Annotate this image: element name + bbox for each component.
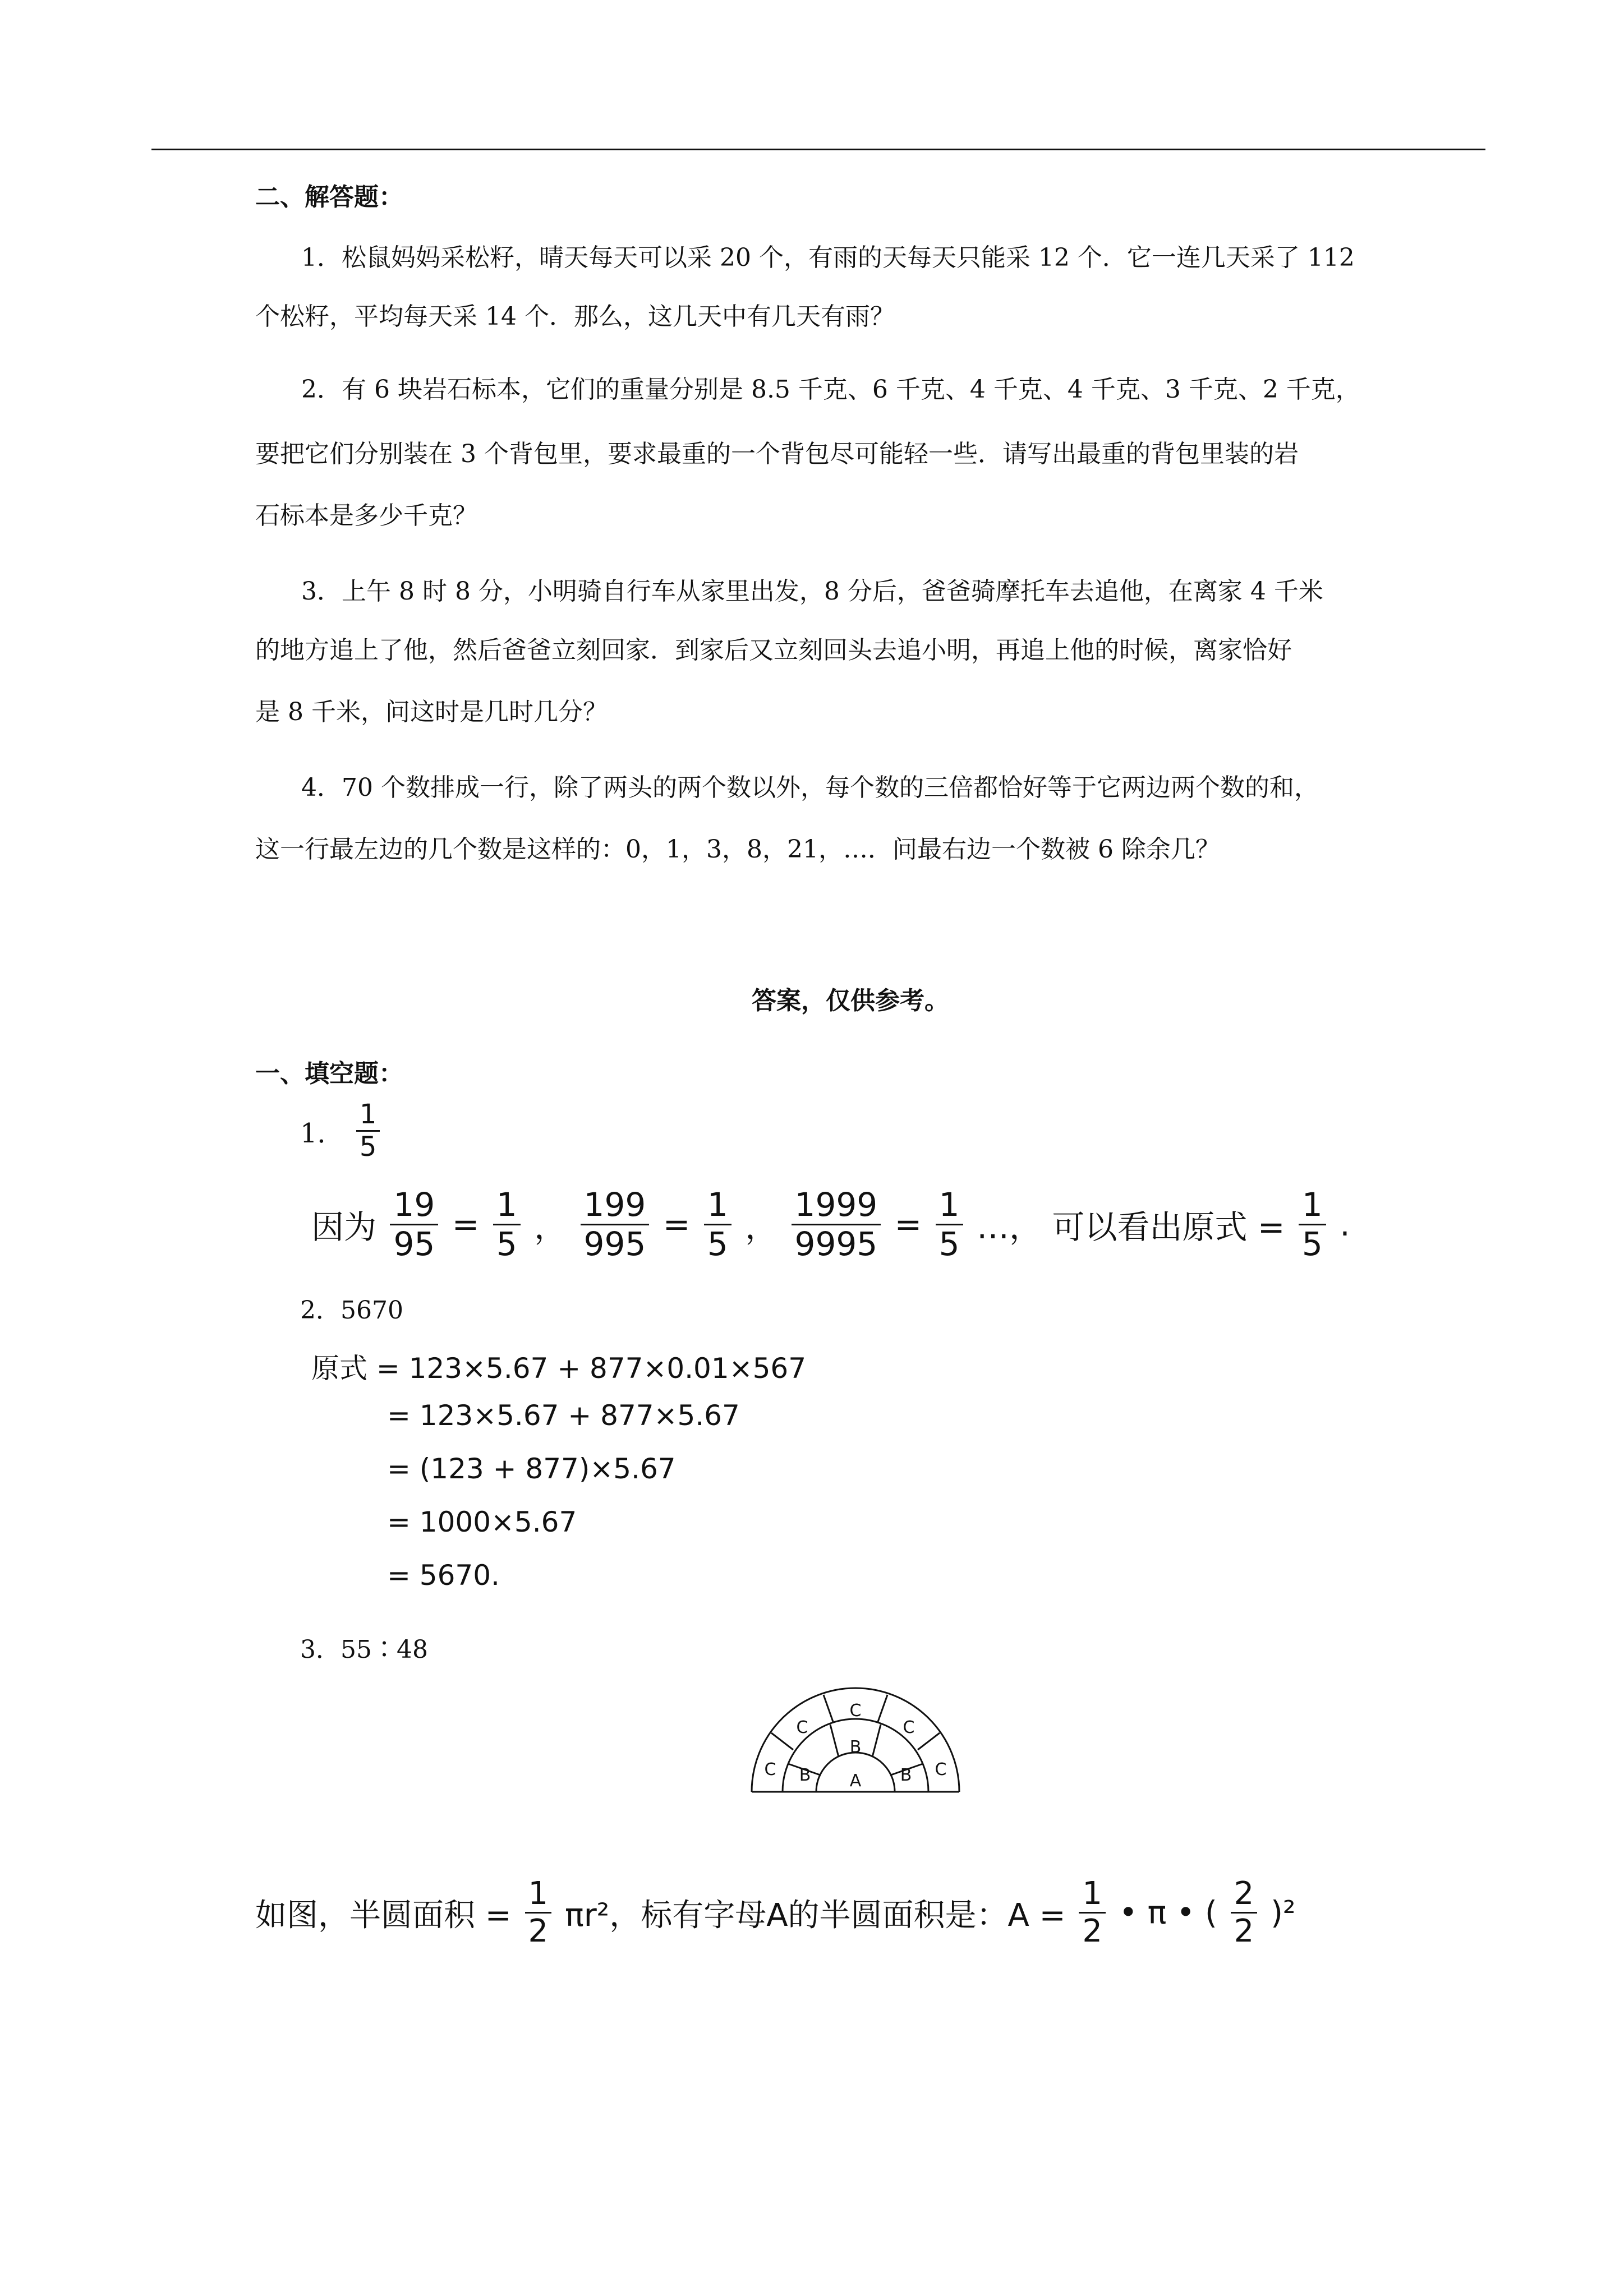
semicircle-diagram	[746, 1685, 965, 1797]
frac-num: 1	[493, 1186, 521, 1225]
frac-num: 1	[525, 1876, 552, 1914]
answers-title: 答案，仅供参考。	[752, 986, 949, 1015]
fraction-1-5-d	[1299, 1186, 1326, 1262]
answer3-label: 3．55∶48	[300, 1635, 428, 1664]
fraction-19-95	[390, 1186, 438, 1262]
frac-den: 2	[528, 1913, 549, 1950]
fraction-1-5-c	[936, 1186, 963, 1262]
section-title-fill: 一、填空题：	[255, 1059, 403, 1088]
q2-line1: 2．有 6 块岩石标本，它们的重量分别是 8.5 千克、6 千克、4 千克、4 千克、3 千克、2 千克，	[301, 375, 1360, 404]
answer3-explanation	[255, 1876, 1295, 1950]
answer2-step4: = 1000×5.67	[387, 1506, 577, 1538]
answer1-fraction	[356, 1099, 380, 1163]
answer2-step2: = 123×5.67 + 877×5.67	[387, 1399, 740, 1432]
frac-num: 1	[704, 1186, 732, 1225]
header-rule	[151, 149, 1485, 150]
ellipsis: …，	[976, 1208, 1042, 1247]
end-period: .	[1340, 1205, 1350, 1244]
reason-prefix: 因为	[311, 1208, 377, 1247]
frac-den: 9995	[794, 1224, 878, 1263]
diagram-label-c: C	[796, 1718, 808, 1737]
answer1-label: 1．	[300, 1118, 344, 1150]
answer1	[300, 1099, 383, 1163]
conclusion-text: 可以看出原式 =	[1052, 1208, 1285, 1247]
frac-den: 995	[583, 1224, 646, 1263]
section-title-solve: 二、解答题：	[255, 183, 403, 211]
fraction-1-5-a	[493, 1186, 521, 1262]
fraction-1999-9995	[792, 1186, 881, 1262]
diagram-label-b: B	[900, 1765, 912, 1785]
divider	[771, 1733, 793, 1750]
fraction-199-995	[581, 1186, 650, 1262]
diagram-label-c: C	[935, 1760, 947, 1779]
explain-mid: πr²，标有字母A的半圆面积是：A =	[565, 1897, 1066, 1934]
q3-line2: 的地方追上了他，然后爸爸立刻回家．到家后又立刻回头去追小明，再追上他的时候，离家恰好	[255, 636, 1292, 665]
answer2-step3: = (123 + 877)×5.67	[387, 1453, 676, 1485]
divider	[823, 1695, 833, 1722]
frac-num: 1	[1299, 1186, 1326, 1225]
q4-line2: 这一行最左边的几个数是这样的：0，1，3，8，21，…．问最右边一个数被 6 除余几？	[255, 835, 1220, 864]
q2-line2: 要把它们分别装在 3 个背包里，要求最重的一个背包尽可能轻一些．请写出最重的背包里装的岩	[255, 440, 1299, 468]
frac-den: 5	[1301, 1224, 1323, 1263]
fraction-1-2-b	[1079, 1876, 1106, 1950]
frac-num: 2	[1231, 1876, 1258, 1914]
answer2-step1: 原式 = 123×5.67 + 877×0.01×567	[311, 1352, 807, 1385]
q1-line2: 个松籽，平均每天采 14 个．那么，这几天中有几天有雨？	[255, 302, 895, 331]
diagram-label-b: B	[799, 1765, 811, 1785]
diagram-label-b: B	[849, 1737, 862, 1757]
frac-num: 199	[581, 1186, 650, 1225]
q3-line1: 3．上午 8 时 8 分，小明骑自行车从家里出发，8 分后，爸爸骑摩托车去追他，在离家 4 千米	[301, 577, 1323, 606]
answer2-step5: = 5670.	[387, 1559, 500, 1592]
frac-den: 2	[1234, 1913, 1254, 1950]
frac-den: 5	[496, 1224, 517, 1263]
divider	[878, 1695, 887, 1722]
q2-line3: 石标本是多少千克？	[255, 501, 477, 530]
answer1-numerator: 1	[356, 1099, 380, 1132]
explain-end: )²	[1271, 1894, 1296, 1931]
diagram-label-c: C	[903, 1718, 915, 1737]
frac-den: 2	[1082, 1913, 1102, 1950]
answer1-denominator: 5	[359, 1131, 377, 1163]
diagram-label-c: C	[764, 1760, 776, 1779]
divider	[872, 1725, 881, 1757]
explain-prefix: 如图，半圆面积 =	[255, 1897, 512, 1934]
fraction-2-2	[1231, 1876, 1258, 1950]
answer2-label: 2．5670	[300, 1296, 403, 1325]
frac-num: 1	[1079, 1876, 1106, 1914]
q4-line1: 4．70 个数排成一行，除了两头的两个数以外，每个数的三倍都恰好等于它两边两个数的和，	[301, 773, 1319, 802]
divider	[830, 1725, 839, 1757]
diagram-label-a: A	[849, 1771, 862, 1791]
divider	[918, 1733, 940, 1750]
answer1-reason: 因为 $\frac{19}{95}$ = $\frac{1}{5}$ ， $\frac{199}{995}$ = $\frac{1}{5}$ ， $\frac{1999}{9995}$ = $\frac{1}{5}$ …， 可以看出原式 = $\frac{1}{5}$ .	[311, 1186, 1350, 1263]
frac-den: 95	[393, 1224, 435, 1263]
diagram-label-c: C	[849, 1701, 862, 1721]
frac-den: 5	[938, 1224, 960, 1263]
frac-num: 1	[936, 1186, 963, 1225]
explain-dot: • π • (	[1119, 1894, 1217, 1931]
fraction-1-2-a	[525, 1876, 552, 1950]
fraction-1-5-b	[704, 1186, 732, 1262]
frac-num: 1999	[792, 1186, 881, 1225]
q3-line3: 是 8 千米，问这时是几时几分？	[255, 698, 608, 726]
frac-num: 19	[390, 1186, 438, 1225]
frac-den: 5	[707, 1224, 728, 1263]
q1-line1: 1．松鼠妈妈采松籽，晴天每天可以采 20 个，有雨的天每天只能采 12 个．它一连几天采了 112	[301, 243, 1355, 272]
